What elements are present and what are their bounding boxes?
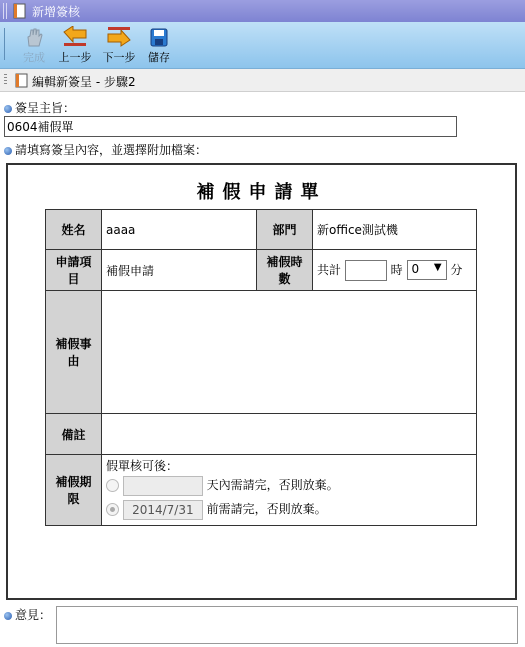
days-radio[interactable] (106, 479, 119, 492)
subject-input[interactable] (4, 116, 457, 137)
titlebar-grip (3, 3, 7, 19)
save-icon (148, 26, 170, 48)
opinion-textarea[interactable] (56, 606, 518, 644)
toolbar-separator (4, 28, 5, 60)
content-label: 請填寫簽呈內容，並選擇附加檔案： (4, 141, 207, 158)
window-title: 新增簽核 (32, 5, 81, 19)
hand-icon (23, 26, 45, 48)
deadline-intro: 假單核可後： (106, 459, 179, 473)
form-title: 補假申請單 (196, 182, 327, 203)
subject-label: 簽呈主旨： (4, 99, 75, 116)
hours-cell (313, 250, 477, 291)
bullet-icon (4, 105, 12, 113)
next-step-button[interactable]: 下一步 (100, 26, 138, 66)
name-header: 姓名 (46, 210, 102, 250)
days-input (123, 476, 203, 496)
form-content-area (6, 163, 517, 600)
save-button[interactable]: 儲存 (145, 26, 173, 66)
dept-value: 新office測試機 (313, 210, 477, 250)
prev-step-button[interactable]: 上一步 (56, 26, 94, 66)
deadline-option-date: 2014/7/31 前需請完，否則放棄。 (106, 497, 472, 521)
document-icon (12, 3, 28, 19)
reason-header: 補假事由 (46, 291, 102, 414)
arrow-down-right-icon (106, 26, 132, 48)
dept-header: 部門 (257, 210, 313, 250)
note-header: 備註 (46, 414, 102, 455)
opinion-label: 意見： (4, 606, 51, 623)
deadline-cell (102, 455, 477, 526)
deadline-option-days: 天內需請完，否則放棄。 (106, 473, 472, 497)
complete-button[interactable]: 完成 (20, 26, 48, 66)
hours-header: 補假時數 (257, 250, 313, 291)
note-cell[interactable] (102, 414, 477, 455)
minute-select[interactable]: 0 ▼ (407, 260, 447, 280)
bullet-icon (4, 612, 12, 620)
name-value: aaaa (102, 210, 257, 250)
bullet-icon (4, 147, 12, 155)
item-header: 申請項目 (46, 250, 102, 291)
leave-form-table (45, 209, 477, 526)
stepbar-grip (4, 74, 7, 85)
deadline-header: 補假期限 (46, 455, 102, 526)
reason-textarea[interactable] (102, 292, 476, 410)
toolbar (0, 22, 525, 69)
date-input: 2014/7/31 (123, 500, 203, 520)
hour-unit: 時 (390, 262, 403, 277)
date-radio[interactable] (106, 503, 119, 516)
item-value: 補假申請 (102, 250, 257, 291)
step-label: 編輯新簽呈 - 步驟2 (32, 75, 136, 89)
reason-cell (102, 291, 477, 414)
total-prefix: 共計 (317, 262, 342, 277)
document-icon (14, 73, 30, 88)
dropdown-arrow-icon: ▼ (433, 262, 442, 273)
hours-input[interactable] (345, 260, 387, 281)
arrow-up-left-icon (62, 26, 88, 48)
step-bar (0, 69, 525, 92)
minute-unit: 分 (450, 262, 463, 277)
window-titlebar (0, 0, 525, 22)
